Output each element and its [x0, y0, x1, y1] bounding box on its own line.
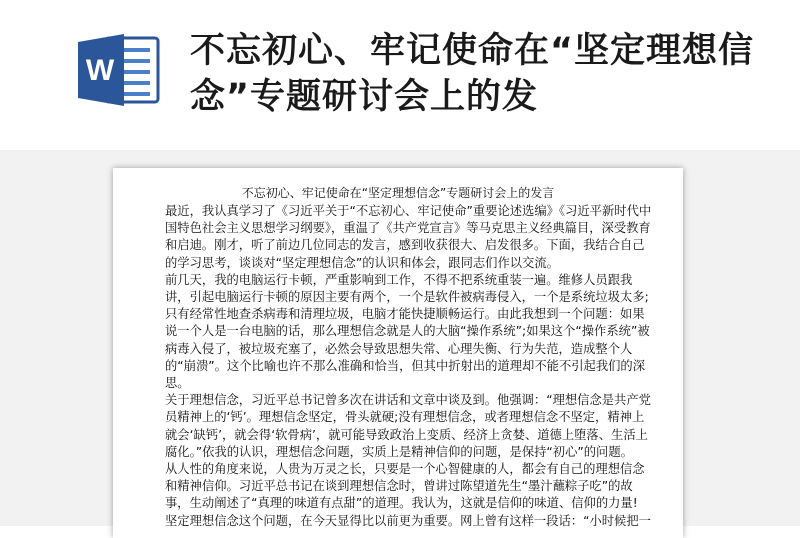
- paragraph: 关于理想信念，习近平总书记曾多次在讲话和文章中谈及到。他强调：“理想信念是共产党员精神上的‘钙’。理想信念坚定，骨头就硬;没有理想信念，或者理想信念不坚定，精神上就会‘缺钙’，就会得‘软骨病’，就可能导致政治上变质、经济上贪婪、道德上堕落、生活上腐化。”依我的认识，理想信念问题，实质上是精神信仰的问题，是保持“初心”的问题。: [165, 393, 651, 459]
- paragraph: 前几天，我的电脑运行卡顿，严重影响到工作，不得不把系统重装一遍。维修人员跟我讲，引起电脑运行卡顿的原因主要有两个，一个是软件被病毒侵入，一个是系统垃圾太多;只有经常性地查杀病毒和清理垃圾，电脑才能快捷顺畅运行。由此我想到一个问题：如果说一个人是一台电脑的话，那么理想信念就是人的大脑“操作系统”;如果这个“操作系统”被病毒入侵了，被垃圾充塞了，必然会导致思想失常、心理失衡、行为失范，造成整个人的“崩溃”。这个比喻也许不那么准确和恰当，但其中折射出的道理却不能不引起我们的深思。: [165, 272, 650, 391]
- paragraph: 从人性的角度来说，人贵为万灵之长，只要是一个心智健康的人，都会有自己的理想信念和精神信仰。习近平总书记在谈到理想信念时，曾讲过陈望道先生“墨汁蘸粽子吃”的故事，生动阐述了“真理的味道有点甜”的道理。我认为，这就是信仰的味道、信仰的力量!: [165, 462, 645, 511]
- word-icon: [76, 32, 162, 108]
- document-body: [165, 203, 655, 530]
- document-page: [113, 168, 683, 538]
- paragraph: 坚定理想信念这个问题，在今天显得比以前更为重要。网上曾有这样一段话：“小时候把一: [165, 513, 651, 528]
- header: [0, 0, 800, 150]
- word-icon-letter: W: [85, 54, 115, 87]
- page-title: 不忘初心、牢记使命在“坚定理想信念”专题研讨会上的发: [190, 31, 755, 117]
- document-title: 不忘初心、牢记使命在“坚定理想信念”专题研讨会上的发言: [241, 186, 555, 200]
- paragraph: 最近，我认真学习了《习近平关于“不忘初心、牢记使命”重要论述选编》《习近平新时代中国特色社会主义思想学习纲要》，重温了《共产党宣言》等马克思主义经典篇目，深受教育和启迪。刚才，听了前边几位同志的发言，感到收获很大、启发很多。下面，我结合自己的学习思考，谈谈对“坚定理想信念”的认识和体会，跟同志们作以交流。: [165, 204, 652, 270]
